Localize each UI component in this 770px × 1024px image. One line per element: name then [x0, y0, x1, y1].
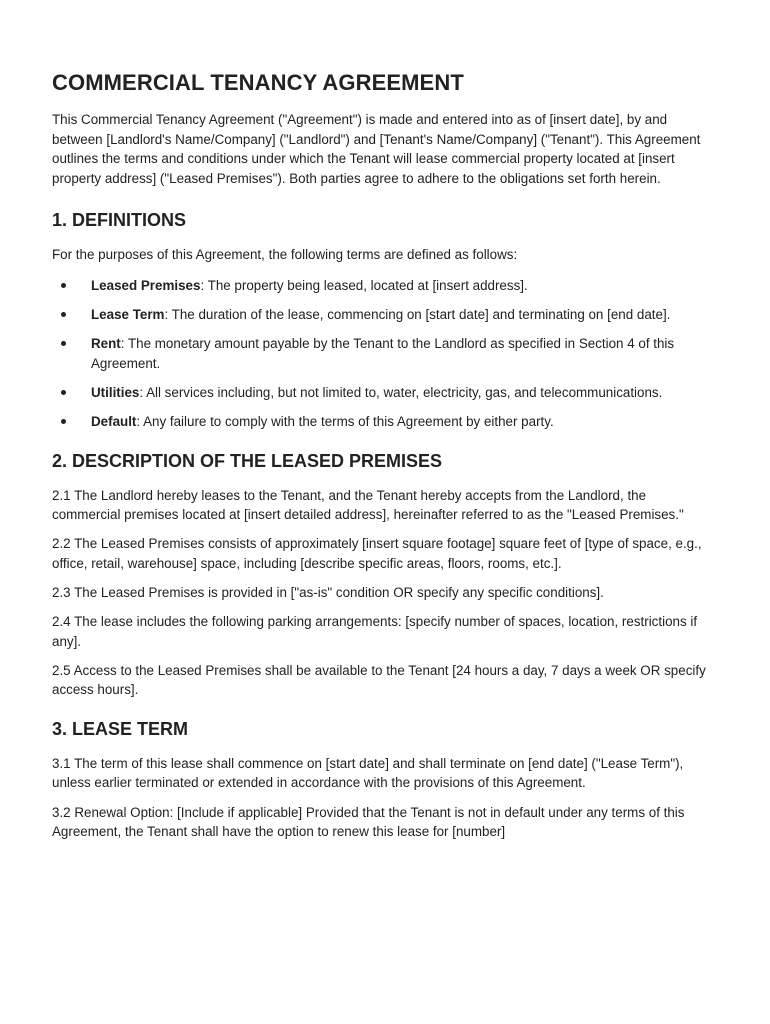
lease-term-heading: 3. LEASE TERM [52, 718, 189, 739]
bullet-icon [61, 419, 66, 424]
definitions-lead: For the purposes of this Agreement, the following terms are defined as follows: [52, 247, 518, 263]
list-item [52, 305, 718, 325]
bullet-icon [61, 390, 66, 395]
term-text: : The monetary amount payable by the Tenant to the Landlord as specified in Section 4 of this Agreement. [91, 336, 675, 371]
term-label: Utilities [91, 384, 140, 400]
term-text: : The duration of the lease, commencing on [start date] and terminating on [end date]. [164, 307, 671, 323]
lease-term-section [52, 719, 718, 842]
term-text: : The property being leased, located at [insert address]. [200, 277, 528, 293]
list-item [52, 334, 718, 373]
premises-section [52, 451, 718, 700]
clause-paragraph: 3.1 The term of this lease shall commence on [start date] and shall terminate on [end date] ("Lease Term"), unless earlier terminated or extended in accordance with the provisions of this Agreement. [52, 755, 684, 791]
clause-paragraph: 3.2 Renewal Option: [Include if applicable] Provided that the Tenant is not in default under any terms of this Agreement, the Tenant shall have the option to renew this lease for [number] [52, 804, 685, 840]
term-label: Lease Term [91, 307, 165, 323]
definitions-section [52, 210, 718, 431]
list-item [52, 276, 718, 296]
intro-paragraph: This Commercial Tenancy Agreement ("Agreement") is made and entered into as of [insert date], by and between [Landlord's Name/Company] ("Landlord") and [Tenant's Name/Company] ("Tenant"). This Agreement outlines the terms and conditions under which the Tenant will lease commercial property located at [insert property address] ("Leased Premises"). Both parties agree to adhere to the obligations set forth herein. [52, 112, 701, 186]
clause-paragraph: 2.5 Access to the Leased Premises shall be available to the Tenant [24 hours a day, 7 days a week OR specify access hours]. [52, 662, 706, 698]
bullet-icon [61, 283, 66, 288]
clause-paragraph: 2.4 The lease includes the following parking arrangements: [specify number of spaces, location, restrictions if any]. [52, 614, 698, 649]
clause-paragraph: 2.2 The Leased Premises consists of approximately [insert square footage] square feet of [type of space, e.g., office, retail, warehouse] space, including [describe specific areas, floors, rooms, etc.]. [52, 536, 702, 571]
list-item [52, 383, 718, 403]
clause-paragraph: 2.3 The Leased Premises is provided in ["as-is" condition OR specify any specific conditions]. [52, 584, 604, 600]
definitions-list [52, 276, 718, 432]
term-label: Default [91, 413, 137, 429]
bullet-icon [61, 312, 66, 317]
list-item [52, 412, 718, 432]
bullet-icon [61, 341, 66, 346]
term-label: Rent [91, 336, 121, 352]
document-title: COMMERCIAL TENANCY AGREEMENT [52, 70, 464, 95]
term-text: : All services including, but not limited to, water, electricity, gas, and telecommunications. [139, 384, 663, 400]
term-label: Leased Premises [91, 277, 201, 293]
term-text: : Any failure to comply with the terms of this Agreement by either party. [136, 413, 554, 429]
clause-paragraph: 2.1 The Landlord hereby leases to the Tenant, and the Tenant hereby accepts from the Landlord, the commercial premises located at [insert detailed address], hereinafter referred to as the "Leased Premises." [52, 487, 684, 523]
premises-heading: 2. DESCRIPTION OF THE LEASED PREMISES [52, 450, 443, 471]
definitions-heading: 1. DEFINITIONS [52, 210, 187, 231]
